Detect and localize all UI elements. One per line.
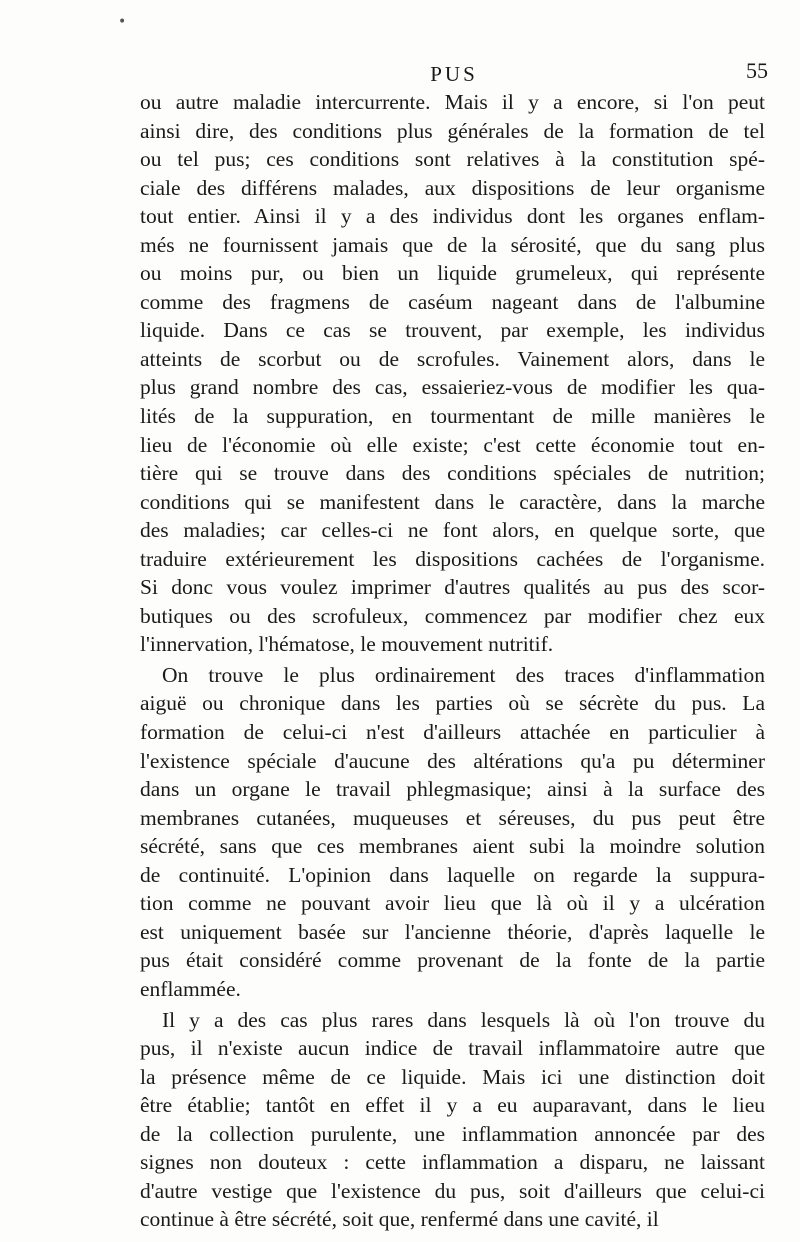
paragraph [140,88,765,659]
text-line: ainsi dire, des conditions plus générales de la formation de tel [140,118,765,143]
text-line: aiguë ou chronique dans les parties où se sécrète du pus. La [140,691,765,716]
text-line: formation de celui-ci n'est d'ailleurs attachée en particulier à [140,720,765,745]
text-line: més ne fournissent jamais que de la sérosité, que du sang plus [140,232,765,257]
text-line: atteints de scorbut ou de scrofules. Vainement alors, dans le [140,346,765,371]
text-line: lités de la suppuration, en tourmentant de mille manières le [140,404,765,429]
body-text [140,88,765,1234]
text-line: l'existence spéciale d'aucune des altérations qu'a pu déterminer [140,748,765,773]
running-head: PUS [430,62,478,86]
text-line: être établie; tantôt en effet il y a eu auparavant, dans le lieu [140,1093,765,1118]
text-line: enflammée. [140,976,241,1001]
text-line: ou moins pur, ou bien un liquide grumeleux, qui représente [140,261,765,286]
text-line: de la collection purulente, une inflammation annoncée par des [140,1121,765,1146]
text-line: sécrété, sans que ces membranes aient subi la moindre solution [140,834,765,859]
text-line: ou autre maladie intercurrente. Mais il y a encore, si l'on peut [140,90,765,114]
text-line: est uniquement basée sur l'ancienne théorie, d'après laquelle le [140,919,765,944]
text-line: liquide. Dans ce cas se trouvent, par exemple, les individus [140,318,765,343]
print-speck: • [118,14,127,30]
text-line: tout entier. Ainsi il y a des individus dont les organes enflam- [140,204,765,229]
text-line: dans un organe le travail phlegmasique; ainsi à la surface des [140,777,765,802]
paragraph [140,661,765,1004]
page-number: 55 [746,58,768,83]
text-line: continue à être sécrété, soit que, renfermé dans une cavité, il [140,1207,659,1232]
text-line: On trouve le plus ordinairement des traces d'inflammation [162,662,765,687]
text-line: pus était considéré comme provenant de la fonte de la partie [140,948,765,973]
paragraph [140,1006,765,1234]
text-line: ou tel pus; ces conditions sont relatives à la constitution spé- [140,147,765,172]
text-line: tion comme ne pouvant avoir lieu que là où il y a ulcération [140,891,765,916]
text-line: membranes cutanées, muqueuses et séreuses, du pus peut être [140,805,765,830]
text-line: des maladies; car celles-ci ne font alors, en quelque sorte, que [140,518,765,543]
text-line: la présence même de ce liquide. Mais ici une distinction doit [140,1064,765,1089]
text-line: lieu de l'économie où elle existe; c'est cette économie tout en- [140,432,765,457]
text-line: Il y a des cas plus rares dans lesquels là où l'on trouve du [162,1007,765,1032]
text-line: ciale des différens malades, aux dispositions de leur organisme [140,175,765,200]
text-line: traduire extérieurement les dispositions cachées de l'organisme. [140,546,765,571]
text-line: pus, il n'existe aucun indice de travail inflammatoire autre que [140,1036,765,1061]
text-line: Si donc vous voulez imprimer d'autres qualités au pus des scor- [140,575,765,600]
text-line: l'innervation, l'hématose, le mouvement nutritif. [140,632,554,657]
text-line: plus grand nombre des cas, essaieriez-vous de modifier les qua- [140,375,765,400]
text-line: d'autre vestige que l'existence du pus, soit d'ailleurs que celui-ci [140,1178,765,1203]
text-line: conditions qui se manifestent dans le caractère, dans la marche [140,489,765,514]
text-line: de continuité. L'opinion dans laquelle on regarde la suppura- [140,862,765,887]
text-line: tière qui se trouve dans des conditions spéciales de nutrition; [140,461,765,486]
text-line: butiques ou des scrofuleux, commencez par modifier chez eux [140,603,765,628]
text-line: comme des fragmens de caséum nageant dans de l'albumine [140,289,765,314]
text-line: signes non douteux : cette inflammation a disparu, ne laissant [140,1150,765,1175]
